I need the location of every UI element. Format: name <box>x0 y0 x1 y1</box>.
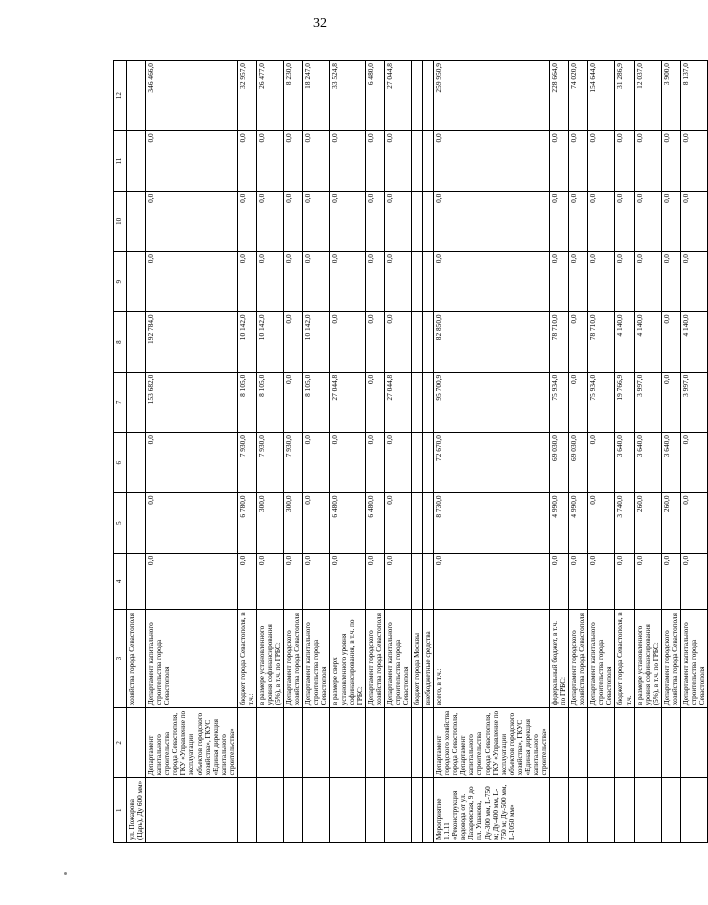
value-cell: 27 044,8 <box>384 372 411 432</box>
measure-name-cell: Мероприятие 1.1.11 «Реконструкция водовода от ул. Лазаревская, 9 до пл. Ушакова, Ду-300 мм, L-750 м; Ду-400 мм, L-750 м; Ду-500 мм, L-1050 мм» <box>434 778 550 843</box>
table-body <box>127 61 708 843</box>
value-cell: 4 140,0 <box>680 312 707 372</box>
measure-name-cell <box>284 778 303 843</box>
value-cell: 0,0 <box>680 131 707 191</box>
measure-name-cell <box>569 778 588 843</box>
table-row <box>284 61 303 843</box>
responsible-cell <box>256 708 283 778</box>
source-cell: Департамент городского хозяйства города Севастополя <box>661 609 680 707</box>
value-cell: 0,0 <box>146 493 238 553</box>
measure-name-cell <box>550 778 569 843</box>
value-cell <box>423 553 434 609</box>
value-cell: 0,0 <box>680 252 707 312</box>
value-cell: 0,0 <box>615 191 634 251</box>
table-row <box>384 61 411 843</box>
value-cell: 0,0 <box>365 433 384 493</box>
rotated-table-wrapper <box>113 60 706 843</box>
value-cell: 0,0 <box>365 372 384 432</box>
value-cell: 0,0 <box>634 553 661 609</box>
value-cell: 0,0 <box>615 131 634 191</box>
table-row <box>550 61 569 843</box>
measure-name-cell <box>680 778 707 843</box>
value-cell: 0,0 <box>146 131 238 191</box>
responsible-cell <box>127 708 146 778</box>
value-cell: 3 640,0 <box>634 433 661 493</box>
value-cell <box>423 191 434 251</box>
value-cell: 0,0 <box>284 312 303 372</box>
value-cell: 3 900,0 <box>661 61 680 131</box>
table-row <box>423 61 434 843</box>
value-cell <box>423 312 434 372</box>
value-cell: 31 286,9 <box>615 61 634 131</box>
value-cell: 0,0 <box>569 553 588 609</box>
column-number: 2 <box>114 708 127 778</box>
value-cell <box>423 131 434 191</box>
table-row <box>330 61 365 843</box>
value-cell: 0,0 <box>384 191 411 251</box>
table-row <box>146 61 238 843</box>
measure-name-cell <box>615 778 634 843</box>
value-cell: 32 957,0 <box>237 61 256 131</box>
value-cell: 0,0 <box>256 553 283 609</box>
value-cell: 3 997,0 <box>634 372 661 432</box>
value-cell: 0,0 <box>550 252 569 312</box>
value-cell: 0,0 <box>330 312 365 372</box>
value-cell <box>127 493 146 553</box>
measure-name-cell <box>330 778 365 843</box>
value-cell: 3 640,0 <box>661 433 680 493</box>
measure-name-cell <box>146 778 238 843</box>
page-number: 32 <box>313 16 327 31</box>
value-cell: 26 477,0 <box>256 61 283 131</box>
responsible-cell <box>365 708 384 778</box>
value-cell: 0,0 <box>434 191 550 251</box>
value-cell: 0,0 <box>661 191 680 251</box>
measure-name-cell: ул. Пожарова (Царь), Ду 600 мм» <box>127 778 146 843</box>
source-cell: хозяйства города Севастополя <box>127 609 146 707</box>
value-cell: 0,0 <box>146 553 238 609</box>
value-cell <box>423 493 434 553</box>
column-number: 7 <box>114 372 127 432</box>
value-cell: 0,0 <box>661 131 680 191</box>
column-number: 8 <box>114 312 127 372</box>
value-cell <box>127 553 146 609</box>
value-cell: 0,0 <box>588 493 615 553</box>
measure-name-cell <box>412 778 423 843</box>
value-cell: 0,0 <box>365 553 384 609</box>
measure-name-cell <box>237 778 256 843</box>
value-cell: 0,0 <box>365 131 384 191</box>
value-cell: 10 142,0 <box>303 312 330 372</box>
value-cell: 69 030,0 <box>550 433 569 493</box>
value-cell: 10 142,0 <box>256 312 283 372</box>
source-cell: в размере установленного уровня софинансирования (5%), в т.ч. по ГРБС: <box>256 609 283 707</box>
responsible-cell <box>634 708 661 778</box>
source-cell: Департамент капитального строительства города Севастополя <box>680 609 707 707</box>
column-number: 1 <box>114 778 127 843</box>
value-cell: 10 142,0 <box>237 312 256 372</box>
table-row <box>680 61 707 843</box>
value-cell: 0,0 <box>384 493 411 553</box>
value-cell: 0,0 <box>365 252 384 312</box>
value-cell: 0,0 <box>680 553 707 609</box>
measure-name-cell <box>384 778 411 843</box>
value-cell: 8 730,0 <box>434 493 550 553</box>
source-cell: бюджет города Севастополя, в т.ч. <box>615 609 634 707</box>
value-cell: 75 934,0 <box>588 372 615 432</box>
responsible-cell <box>384 708 411 778</box>
value-cell <box>412 312 423 372</box>
source-cell: федеральный бюджет, в т.ч. по ГРБС: <box>550 609 569 707</box>
value-cell: 8 137,0 <box>680 61 707 131</box>
column-number: 6 <box>114 433 127 493</box>
value-cell: 0,0 <box>237 191 256 251</box>
table-row <box>303 61 330 843</box>
value-cell: 0,0 <box>330 553 365 609</box>
value-cell: 0,0 <box>661 252 680 312</box>
value-cell <box>127 191 146 251</box>
value-cell: 0,0 <box>384 433 411 493</box>
value-cell: 0,0 <box>384 131 411 191</box>
value-cell: 0,0 <box>256 252 283 312</box>
responsible-cell <box>615 708 634 778</box>
responsible-cell <box>237 708 256 778</box>
value-cell: 0,0 <box>634 131 661 191</box>
table-row <box>412 61 423 843</box>
value-cell: 0,0 <box>569 131 588 191</box>
value-cell: 33 524,8 <box>330 61 365 131</box>
responsible-cell <box>284 708 303 778</box>
value-cell: 0,0 <box>330 191 365 251</box>
value-cell: 19 766,9 <box>615 372 634 432</box>
value-cell: 3 740,0 <box>615 493 634 553</box>
value-cell: 0,0 <box>330 131 365 191</box>
value-cell: 78 710,0 <box>550 312 569 372</box>
value-cell: 0,0 <box>284 191 303 251</box>
value-cell: 6 480,0 <box>365 61 384 131</box>
value-cell: 0,0 <box>303 131 330 191</box>
value-cell: 0,0 <box>588 553 615 609</box>
value-cell: 69 030,0 <box>569 433 588 493</box>
value-cell: 82 850,0 <box>434 312 550 372</box>
value-cell: 0,0 <box>569 191 588 251</box>
value-cell: 0,0 <box>303 191 330 251</box>
value-cell: 0,0 <box>303 493 330 553</box>
source-cell: Департамент городского хозяйства города Севастополя <box>284 609 303 707</box>
value-cell: 6 480,0 <box>365 493 384 553</box>
value-cell: 0,0 <box>303 252 330 312</box>
value-cell: 0,0 <box>550 131 569 191</box>
value-cell: 300,0 <box>256 493 283 553</box>
table-row <box>661 61 680 843</box>
responsible-cell <box>588 708 615 778</box>
value-cell <box>412 131 423 191</box>
value-cell: 0,0 <box>384 252 411 312</box>
value-cell: 18 247,0 <box>303 61 330 131</box>
source-cell: в размере сверх установленного уровня софинансирования, в т.ч. по ГРБС: <box>330 609 365 707</box>
value-cell: 0,0 <box>615 252 634 312</box>
column-number: 10 <box>114 191 127 251</box>
value-cell: 0,0 <box>284 553 303 609</box>
value-cell: 0,0 <box>661 312 680 372</box>
measure-name-cell <box>256 778 283 843</box>
value-cell: 0,0 <box>680 191 707 251</box>
value-cell: 0,0 <box>284 252 303 312</box>
rotated-table-area <box>113 60 706 843</box>
scan-speck <box>64 872 67 875</box>
value-cell: 300,0 <box>284 493 303 553</box>
source-cell: в размере установленного уровня софинансирования (5%), в т.ч. по ГРБС: <box>634 609 661 707</box>
value-cell <box>412 252 423 312</box>
value-cell <box>127 252 146 312</box>
value-cell: 0,0 <box>634 252 661 312</box>
value-cell: 0,0 <box>365 312 384 372</box>
column-number: 5 <box>114 493 127 553</box>
source-cell: Департамент городского хозяйства города Севастополя <box>569 609 588 707</box>
value-cell <box>423 252 434 312</box>
value-cell <box>412 493 423 553</box>
value-cell: 0,0 <box>434 553 550 609</box>
value-cell: 154 644,0 <box>588 61 615 131</box>
value-cell: 192 784,0 <box>146 312 238 372</box>
value-cell: 27 044,8 <box>330 372 365 432</box>
measure-name-cell <box>423 778 434 843</box>
column-number: 12 <box>114 61 127 131</box>
value-cell: 78 710,0 <box>588 312 615 372</box>
value-cell: 0,0 <box>634 191 661 251</box>
responsible-cell <box>680 708 707 778</box>
value-cell: 0,0 <box>284 372 303 432</box>
value-cell <box>423 372 434 432</box>
value-cell <box>412 372 423 432</box>
measure-name-cell <box>634 778 661 843</box>
value-cell: 0,0 <box>588 433 615 493</box>
column-number: 9 <box>114 252 127 312</box>
value-cell: 27 044,8 <box>384 61 411 131</box>
responsible-cell <box>330 708 365 778</box>
value-cell: 12 037,0 <box>634 61 661 131</box>
value-cell: 0,0 <box>330 252 365 312</box>
value-cell: 228 664,0 <box>550 61 569 131</box>
value-cell: 3 997,0 <box>680 372 707 432</box>
value-cell: 0,0 <box>256 131 283 191</box>
responsible-cell: Департамент капитального строительства города Севастополя, ГКУ «Управление по эксплуатации объектов городского хозяйства», ГКУС «Единая дирекция капитального строительства» <box>146 708 238 778</box>
table-row <box>615 61 634 843</box>
value-cell: 0,0 <box>569 372 588 432</box>
value-cell <box>127 372 146 432</box>
measure-name-cell <box>303 778 330 843</box>
value-cell: 0,0 <box>146 433 238 493</box>
table-row <box>365 61 384 843</box>
table-row <box>588 61 615 843</box>
responsible-cell <box>661 708 680 778</box>
value-cell: 0,0 <box>256 191 283 251</box>
source-cell: всего, в т.ч.: <box>434 609 550 707</box>
value-cell: 0,0 <box>384 553 411 609</box>
value-cell: 0,0 <box>237 131 256 191</box>
source-cell: бюджет города Севастополя, в т.ч.: <box>237 609 256 707</box>
measure-name-cell <box>365 778 384 843</box>
responsible-cell <box>569 708 588 778</box>
responsible-cell <box>423 708 434 778</box>
column-number-row <box>114 61 127 843</box>
measure-name-cell <box>588 778 615 843</box>
value-cell: 0,0 <box>661 372 680 432</box>
source-cell: внебюджетные средства <box>423 609 434 707</box>
value-cell: 0,0 <box>146 191 238 251</box>
value-cell: 260,0 <box>634 493 661 553</box>
source-cell: бюджет города Москвы <box>412 609 423 707</box>
value-cell: 0,0 <box>303 433 330 493</box>
value-cell: 0,0 <box>365 191 384 251</box>
value-cell: 0,0 <box>550 553 569 609</box>
value-cell <box>127 433 146 493</box>
value-cell: 260,0 <box>661 493 680 553</box>
value-cell <box>412 433 423 493</box>
table-row <box>634 61 661 843</box>
value-cell: 0,0 <box>237 252 256 312</box>
value-cell: 0,0 <box>434 131 550 191</box>
value-cell: 0,0 <box>680 493 707 553</box>
value-cell <box>127 131 146 191</box>
value-cell: 8 105,0 <box>256 372 283 432</box>
value-cell: 259 950,9 <box>434 61 550 131</box>
value-cell: 153 682,0 <box>146 372 238 432</box>
value-cell: 8 230,0 <box>284 61 303 131</box>
value-cell: 0,0 <box>569 312 588 372</box>
value-cell: 95 700,9 <box>434 372 550 432</box>
value-cell <box>423 433 434 493</box>
responsible-cell: Департамент городского хозяйства города Севастополя, Департамент капитального строительства города Севастополя, ГКУ «Управление по эксплуатации объектов городского хозяйства», ГКУС «Единая дирекция капитального строительства» <box>434 708 550 778</box>
value-cell: 7 930,0 <box>284 433 303 493</box>
responsible-cell <box>550 708 569 778</box>
value-cell: 8 105,0 <box>237 372 256 432</box>
value-cell: 0,0 <box>588 131 615 191</box>
value-cell: 0,0 <box>661 553 680 609</box>
value-cell: 8 105,0 <box>303 372 330 432</box>
value-cell <box>412 61 423 131</box>
value-cell: 0,0 <box>434 252 550 312</box>
value-cell <box>423 61 434 131</box>
source-cell: Департамент городского хозяйства города Севастополя <box>365 609 384 707</box>
value-cell: 3 640,0 <box>615 433 634 493</box>
column-number: 3 <box>114 609 127 707</box>
column-number: 4 <box>114 553 127 609</box>
table-row <box>127 61 146 843</box>
value-cell: 0,0 <box>588 252 615 312</box>
value-cell: 75 934,0 <box>550 372 569 432</box>
value-cell: 4 990,0 <box>569 493 588 553</box>
value-cell: 72 670,0 <box>434 433 550 493</box>
value-cell: 4 140,0 <box>615 312 634 372</box>
value-cell: 74 020,0 <box>569 61 588 131</box>
source-cell: Департамент капитального строительства города Севастополя <box>588 609 615 707</box>
value-cell: 0,0 <box>680 433 707 493</box>
responsible-cell <box>412 708 423 778</box>
value-cell: 0,0 <box>146 252 238 312</box>
source-cell: Департамент капитального строительства города Севастополя <box>303 609 330 707</box>
value-cell: 0,0 <box>303 553 330 609</box>
value-cell: 6 480,0 <box>330 493 365 553</box>
value-cell: 6 780,0 <box>237 493 256 553</box>
measure-name-cell <box>661 778 680 843</box>
value-cell: 7 930,0 <box>237 433 256 493</box>
value-cell <box>127 312 146 372</box>
table-row <box>237 61 256 843</box>
value-cell <box>127 61 146 131</box>
table-row <box>256 61 283 843</box>
value-cell: 0,0 <box>384 312 411 372</box>
value-cell <box>412 553 423 609</box>
value-cell: 7 930,0 <box>256 433 283 493</box>
table-row <box>434 61 550 843</box>
value-cell <box>412 191 423 251</box>
column-number: 11 <box>114 131 127 191</box>
source-cell: Департамент капитального строительства города Севастополя <box>384 609 411 707</box>
value-cell: 346 466,0 <box>146 61 238 131</box>
financing-table <box>113 60 708 843</box>
value-cell: 0,0 <box>237 553 256 609</box>
table-row <box>569 61 588 843</box>
value-cell: 0,0 <box>330 433 365 493</box>
value-cell: 0,0 <box>569 252 588 312</box>
value-cell: 0,0 <box>615 553 634 609</box>
responsible-cell <box>303 708 330 778</box>
value-cell: 0,0 <box>588 191 615 251</box>
value-cell: 0,0 <box>284 131 303 191</box>
source-cell: Департамент капитального строительства города Севастополя <box>146 609 238 707</box>
value-cell: 4 990,0 <box>550 493 569 553</box>
value-cell: 0,0 <box>550 191 569 251</box>
value-cell: 4 140,0 <box>634 312 661 372</box>
